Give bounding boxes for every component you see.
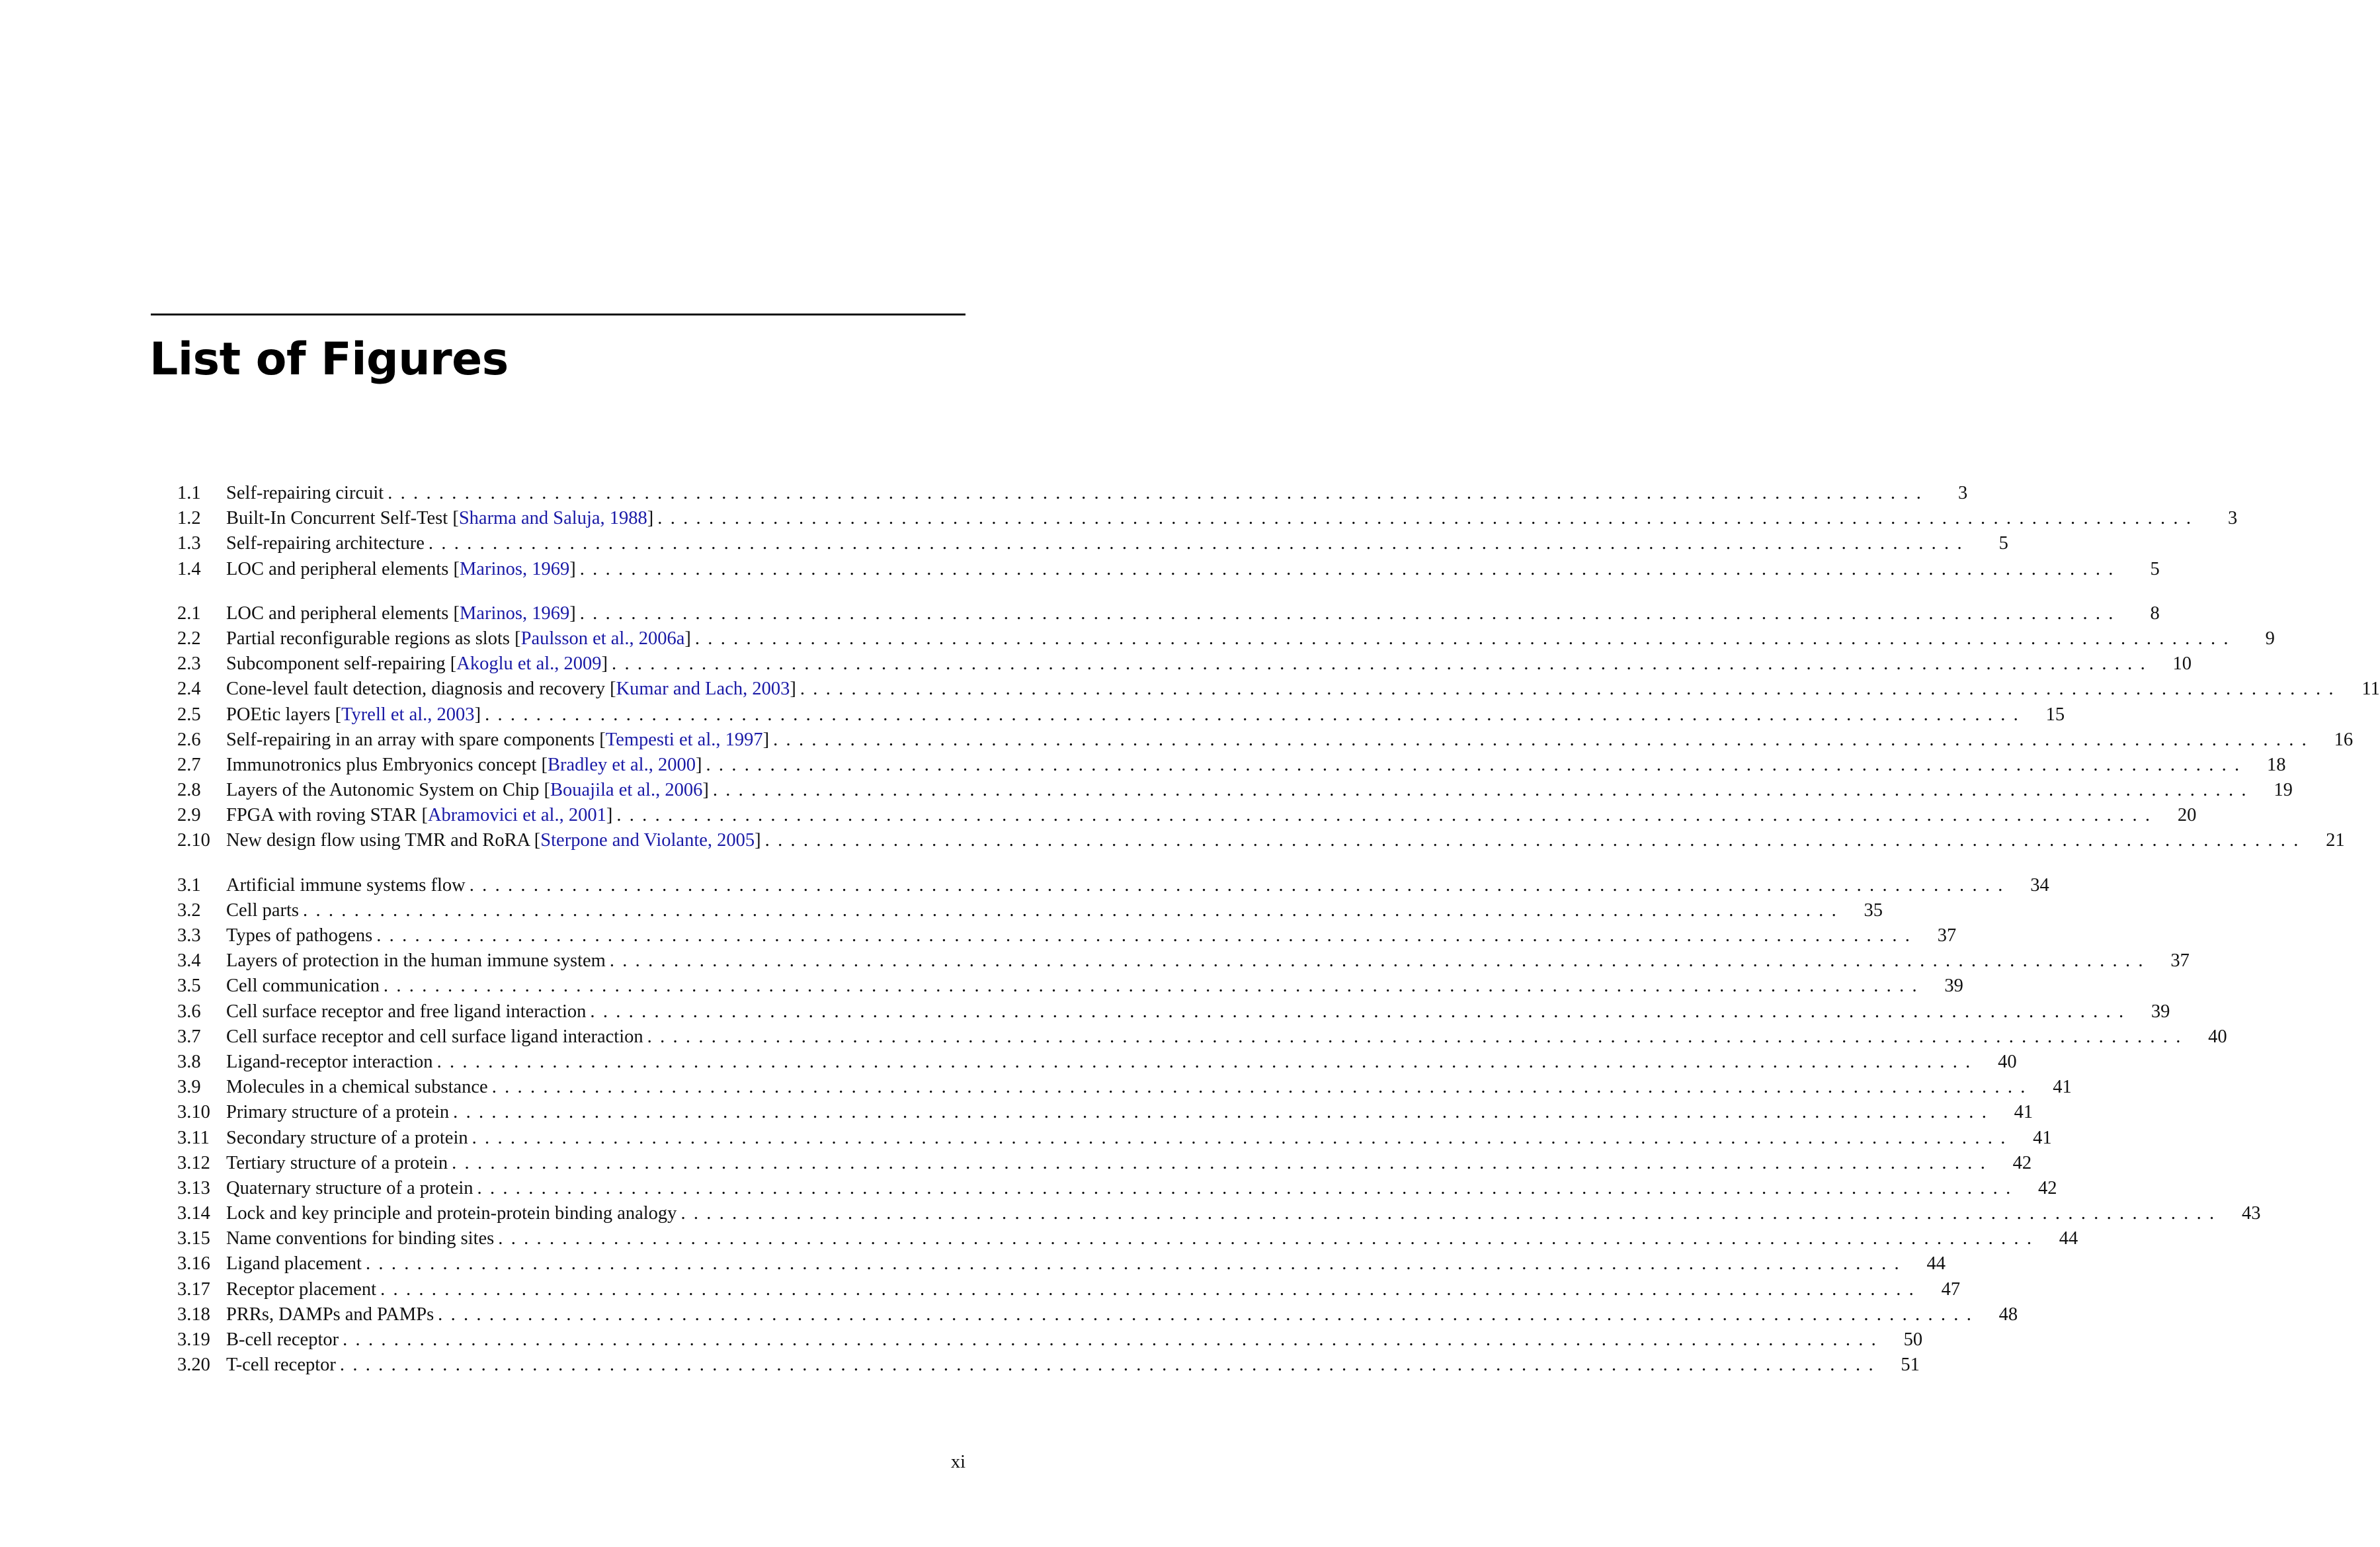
figure-title	[226, 1277, 380, 1302]
page-number: xi	[950, 1452, 965, 1472]
figure-title-text: Layers of protection in the human immune system	[226, 950, 606, 972]
figure-number: 3.20	[177, 1355, 210, 1376]
figure-entry[interactable]	[177, 626, 2275, 651]
figure-page-number: 39	[1944, 976, 1963, 997]
dot-leader: ........................................................................................................................	[712, 780, 2254, 801]
citation-close-bracket: ]	[702, 780, 709, 801]
dot-leader: ........................................................................................................................	[365, 1253, 1907, 1275]
figure-title-text: Molecules in a chemical substance	[226, 1077, 488, 1098]
dot-leader: ........................................................................................................................	[764, 830, 2307, 851]
citation-link[interactable]: Marinos, 1969	[459, 603, 570, 624]
figure-title	[226, 557, 580, 582]
figure-page-number: 51	[1901, 1355, 1920, 1376]
dot-leader: ........................................................................................................................	[579, 603, 2121, 624]
figure-number: 3.13	[177, 1177, 210, 1198]
figure-title	[226, 898, 303, 923]
figure-group	[177, 601, 2380, 854]
figure-entry[interactable]	[177, 1353, 1920, 1378]
figure-number: 3.15	[177, 1228, 210, 1249]
figure-entry[interactable]	[177, 778, 2293, 803]
figure-entry[interactable]	[177, 1075, 2072, 1100]
citation-close-bracket: ]	[755, 830, 761, 851]
dot-leader: ........................................................................................................................	[380, 1278, 1922, 1300]
figure-page-number: 40	[2208, 1026, 2227, 1047]
citation-open-bracket: [	[450, 653, 457, 675]
figure-entry[interactable]	[177, 1100, 2033, 1125]
dot-leader: ........................................................................................................................	[498, 1228, 2040, 1249]
figure-title	[226, 974, 384, 999]
figure-number: 3.19	[177, 1329, 210, 1350]
figure-entry[interactable]	[177, 677, 2380, 702]
title-rule	[151, 314, 965, 315]
figure-title	[226, 999, 590, 1024]
citation-open-bracket: [	[514, 628, 521, 649]
figure-number: 3.11	[177, 1127, 210, 1148]
figure-number: 2.3	[177, 653, 201, 675]
citation-link[interactable]: Sterpone and Violante, 2005	[540, 830, 755, 851]
dot-leader: ........................................................................................................................	[612, 653, 2154, 675]
citation-open-bracket: [	[453, 603, 460, 624]
figure-number: 1.2	[177, 508, 201, 529]
figure-title-text: FPGA with roving STAR	[226, 805, 422, 826]
citation-open-bracket: [	[534, 830, 541, 851]
figure-title	[226, 803, 616, 828]
figure-number: 2.9	[177, 805, 201, 826]
figure-number: 3.5	[177, 976, 201, 997]
figure-title	[226, 481, 388, 506]
citation-link[interactable]: Abramovici et al., 2001	[427, 805, 606, 826]
figure-entry[interactable]	[177, 1201, 2261, 1226]
figure-entry[interactable]	[177, 1302, 2018, 1327]
figure-page-number: 44	[2059, 1228, 2078, 1249]
citation-link[interactable]: Sharma and Saluja, 1988	[458, 508, 647, 529]
figure-number: 3.6	[177, 1001, 201, 1022]
dot-leader: ........................................................................................................................	[343, 1329, 1885, 1350]
citation-open-bracket: [	[452, 508, 459, 529]
figure-title	[226, 753, 706, 778]
dot-leader: ........................................................................................................................	[452, 1152, 1994, 1173]
figure-title-text: Receptor placement	[226, 1278, 377, 1300]
figure-page-number: 15	[2045, 704, 2065, 725]
figure-entry[interactable]	[177, 601, 2160, 626]
figure-group	[177, 481, 2238, 582]
figure-title-text: Self-repairing architecture	[226, 533, 425, 554]
figure-entry[interactable]	[177, 873, 2049, 898]
figure-entry[interactable]	[177, 702, 2065, 728]
citation-close-bracket: ]	[647, 508, 654, 529]
figure-title	[226, 531, 429, 556]
figure-page-number: 50	[1903, 1329, 1923, 1350]
figure-title	[226, 1176, 477, 1201]
figure-page-number: 37	[2170, 950, 2190, 972]
figure-page-number: 5	[2150, 558, 2160, 579]
figure-title	[226, 1126, 472, 1151]
figure-entry[interactable]	[177, 1176, 2057, 1201]
figure-page-number: 35	[1864, 899, 1883, 921]
figure-page-number: 41	[2053, 1077, 2072, 1098]
figure-number: 3.10	[177, 1102, 210, 1123]
figure-title-text: Types of pathogens	[226, 925, 373, 946]
figure-number: 2.1	[177, 603, 201, 624]
figure-number: 2.6	[177, 729, 201, 750]
figure-title	[226, 506, 657, 531]
figure-number: 3.1	[177, 874, 201, 896]
figure-title	[226, 626, 695, 651]
figure-number: 2.4	[177, 679, 201, 700]
figure-number: 3.4	[177, 950, 201, 972]
figure-title-text: Quaternary structure of a protein	[226, 1177, 473, 1198]
dot-leader: ........................................................................................................................	[303, 899, 1845, 921]
dot-leader: ........................................................................................................................	[472, 1127, 2014, 1148]
figure-page-number: 8	[2150, 603, 2160, 624]
figure-entry[interactable]	[177, 753, 2286, 778]
citation-close-bracket: ]	[569, 603, 576, 624]
figure-entry[interactable]	[177, 999, 2170, 1024]
figure-page-number: 43	[2241, 1203, 2261, 1224]
figure-title	[226, 778, 713, 803]
dot-leader: ........................................................................................................................	[438, 1304, 1980, 1325]
figure-number: 1.1	[177, 483, 201, 503]
figure-number: 2.10	[177, 830, 210, 851]
dot-leader: ........................................................................................................................	[616, 805, 2158, 826]
figure-entry[interactable]	[177, 948, 2190, 974]
citation-open-bracket: [	[453, 558, 460, 579]
dot-leader: ........................................................................................................................	[428, 533, 1970, 554]
figure-title	[226, 702, 485, 728]
figure-number: 3.17	[177, 1278, 210, 1300]
figure-title	[226, 728, 773, 753]
citation-open-bracket: [	[421, 805, 428, 826]
figure-title	[226, 1353, 340, 1378]
figure-page-number: 41	[2033, 1127, 2052, 1148]
figure-title	[226, 1201, 680, 1226]
figure-title-text: POEtic layers	[226, 704, 335, 725]
dot-leader: ........................................................................................................................	[800, 679, 2342, 700]
figure-title-text: Name conventions for binding sites	[226, 1228, 495, 1249]
figure-number: 1.3	[177, 533, 201, 554]
citation-open-bracket: [	[541, 754, 548, 775]
figure-page-number: 41	[2014, 1102, 2033, 1123]
figure-page-number: 9	[2265, 628, 2275, 649]
figure-entry[interactable]	[177, 1251, 1946, 1276]
figure-entry[interactable]	[177, 651, 2192, 677]
figure-title	[226, 601, 580, 626]
figure-number: 3.2	[177, 899, 201, 921]
figure-number: 3.12	[177, 1152, 210, 1173]
figure-page-number: 20	[2177, 805, 2197, 826]
figure-entry[interactable]	[177, 1226, 2078, 1251]
citation-link[interactable]: Tyrell et al., 2003	[341, 704, 475, 725]
figure-title-text: Partial reconfigurable regions as slots	[226, 628, 515, 649]
figure-number: 2.5	[177, 704, 201, 725]
figure-entry[interactable]	[177, 803, 2197, 828]
figure-entry[interactable]	[177, 506, 2238, 531]
citation-open-bracket: [	[544, 780, 550, 801]
citation-close-bracket: ]	[601, 653, 608, 675]
figure-page-number: 42	[2038, 1177, 2057, 1198]
figure-title	[226, 1226, 498, 1251]
dot-leader: ........................................................................................................................	[579, 558, 2121, 579]
figure-entry[interactable]	[177, 531, 2008, 556]
dot-leader: ........................................................................................................................	[609, 950, 2151, 972]
citation-open-bracket: [	[610, 679, 616, 700]
figure-number: 3.3	[177, 925, 201, 946]
dot-leader: ........................................................................................................................	[383, 976, 1925, 997]
citation-link[interactable]: Paulsson et al., 2006a	[520, 628, 685, 649]
citation-close-bracket: ]	[684, 628, 691, 649]
figure-number: 2.8	[177, 780, 201, 801]
figure-page-number: 21	[2326, 830, 2345, 851]
dot-leader: ........................................................................................................................	[453, 1102, 1995, 1123]
figure-title-text: New design flow using TMR and RoRA	[226, 830, 534, 851]
page-title: List of Figures	[149, 333, 509, 386]
figure-title-text: B-cell receptor	[226, 1329, 339, 1350]
figure-number: 3.18	[177, 1304, 210, 1325]
figure-title-text: Tertiary structure of a protein	[226, 1152, 448, 1173]
figure-title-text: LOC and peripheral elements	[226, 558, 454, 579]
list-of-figures	[177, 481, 2380, 1397]
figure-page-number: 42	[2012, 1152, 2032, 1173]
figure-page-number: 37	[1937, 925, 1957, 946]
figure-number: 3.8	[177, 1051, 201, 1072]
dot-leader: ........................................................................................................................	[647, 1026, 2189, 1047]
figure-title	[226, 1050, 437, 1075]
dot-leader: ........................................................................................................................	[477, 1177, 2019, 1198]
figure-title-text: Self-repairing circuit	[226, 483, 384, 503]
dot-leader: ........................................................................................................................	[694, 628, 2236, 649]
citation-link[interactable]: Kumar and Lach, 2003	[616, 679, 790, 700]
figure-entry[interactable]	[177, 1024, 2227, 1050]
figure-title-text: Layers of the Autonomic System on Chip	[226, 780, 544, 801]
figure-title-text: Lock and key principle and protein-protein binding analogy	[226, 1203, 677, 1224]
figure-page-number: 44	[1926, 1253, 1946, 1275]
figure-title-text: Cell surface receptor and cell surface ligand interaction	[226, 1026, 643, 1047]
figure-title-text: Primary structure of a protein	[226, 1102, 450, 1123]
figure-title	[226, 828, 765, 853]
figure-entry[interactable]	[177, 1050, 2017, 1075]
figure-entry[interactable]	[177, 1277, 1961, 1302]
figure-entry[interactable]	[177, 1327, 1923, 1353]
figure-entry[interactable]	[177, 923, 1957, 948]
figure-title-text: LOC and peripheral elements	[226, 603, 454, 624]
figure-title-text: Self-repairing in an array with spare components	[226, 729, 600, 750]
citation-open-bracket: [	[335, 704, 342, 725]
figure-entry[interactable]	[177, 1126, 2052, 1151]
dot-leader: ........................................................................................................................	[469, 874, 2011, 896]
figure-page-number: 40	[1998, 1051, 2017, 1072]
citation-link[interactable]: Akoglu et al., 2009	[456, 653, 602, 675]
dot-leader: ........................................................................................................................	[491, 1077, 2033, 1098]
figure-page-number: 3	[2228, 508, 2238, 529]
figure-page-number: 10	[2172, 653, 2192, 675]
figure-title-text: Immunotronics plus Embryonics concept	[226, 754, 542, 775]
figure-title-text: PRRs, DAMPs and PAMPs	[226, 1304, 434, 1325]
figure-page-number: 18	[2266, 754, 2286, 775]
figure-title-text: Ligand placement	[226, 1253, 362, 1275]
figure-title	[226, 1075, 492, 1100]
dot-leader: ........................................................................................................................	[436, 1051, 1979, 1072]
figure-title-text: Secondary structure of a protein	[226, 1127, 468, 1148]
citation-close-bracket: ]	[606, 805, 613, 826]
figure-title-text: Cell surface receptor and free ligand interaction	[226, 1001, 587, 1022]
figure-number: 1.4	[177, 558, 201, 579]
figure-page-number: 11	[2361, 679, 2380, 700]
dot-leader: ........................................................................................................................	[388, 483, 1930, 503]
figure-title	[226, 1302, 438, 1327]
dot-leader: ........................................................................................................................	[657, 508, 2199, 529]
dot-leader: ........................................................................................................................	[376, 925, 1918, 946]
figure-page-number: 47	[1941, 1278, 1961, 1300]
figure-title	[226, 923, 376, 948]
figure-title	[226, 1251, 366, 1276]
figure-title-text: T-cell receptor	[226, 1355, 336, 1376]
figure-title	[226, 873, 470, 898]
figure-title-text: Cone-level fault detection, diagnosis and recovery	[226, 679, 610, 700]
figure-title	[226, 677, 800, 702]
figure-title	[226, 948, 610, 974]
dot-leader: ........................................................................................................................	[680, 1203, 2223, 1224]
figure-title-text: Subcomponent self-repairing	[226, 653, 450, 675]
figure-number: 3.16	[177, 1253, 210, 1275]
figure-title	[226, 1327, 343, 1353]
figure-page-number: 19	[2274, 780, 2293, 801]
figure-number: 2.7	[177, 754, 201, 775]
figure-page-number: 34	[2030, 874, 2049, 896]
dot-leader: ........................................................................................................................	[339, 1355, 1881, 1376]
figure-page-number: 16	[2334, 729, 2354, 750]
figure-entry[interactable]	[177, 728, 2354, 753]
citation-link[interactable]: Marinos, 1969	[459, 558, 570, 579]
citation-link[interactable]: Bouajila et al., 2006	[550, 780, 703, 801]
figure-page-number: 48	[1998, 1304, 2018, 1325]
dot-leader: ........................................................................................................................	[773, 729, 2315, 750]
figure-entry[interactable]	[177, 974, 1963, 999]
figure-number: 3.7	[177, 1026, 201, 1047]
figure-title-text: Cell communication	[226, 976, 380, 997]
figure-page-number: 39	[2151, 1001, 2170, 1022]
dot-leader: ........................................................................................................................	[485, 704, 2027, 725]
figure-entry[interactable]	[177, 557, 2160, 582]
citation-link[interactable]: Bradley et al., 2000	[548, 754, 696, 775]
figure-title-text: Artificial immune systems flow	[226, 874, 466, 896]
citation-close-bracket: ]	[569, 558, 576, 579]
figure-entry[interactable]	[177, 828, 2345, 853]
citation-close-bracket: ]	[790, 679, 796, 700]
figure-number: 2.2	[177, 628, 201, 649]
figure-entry[interactable]	[177, 481, 1968, 506]
citation-open-bracket: [	[599, 729, 606, 750]
figure-page-number: 3	[1957, 483, 1968, 503]
figure-title	[226, 651, 612, 677]
citation-link[interactable]: Tempesti et al., 1997	[605, 729, 763, 750]
citation-close-bracket: ]	[762, 729, 770, 750]
figure-title	[226, 1151, 452, 1176]
dot-leader: ........................................................................................................................	[706, 754, 2248, 775]
figure-number: 3.14	[177, 1203, 210, 1224]
figure-entry[interactable]	[177, 898, 1883, 923]
figure-number: 3.9	[177, 1077, 201, 1098]
dot-leader: ........................................................................................................................	[590, 1001, 2132, 1022]
figure-title	[226, 1100, 453, 1125]
figure-entry[interactable]	[177, 1151, 2032, 1176]
figure-title-text: Ligand-receptor interaction	[226, 1051, 433, 1072]
figure-group	[177, 873, 2261, 1378]
figure-title	[226, 1024, 647, 1050]
citation-close-bracket: ]	[474, 704, 481, 725]
citation-close-bracket: ]	[695, 754, 702, 775]
figure-title-text: Built-In Concurrent Self-Test	[226, 508, 453, 529]
figure-title-text: Cell parts	[226, 899, 300, 921]
figure-page-number: 5	[1998, 533, 2008, 554]
